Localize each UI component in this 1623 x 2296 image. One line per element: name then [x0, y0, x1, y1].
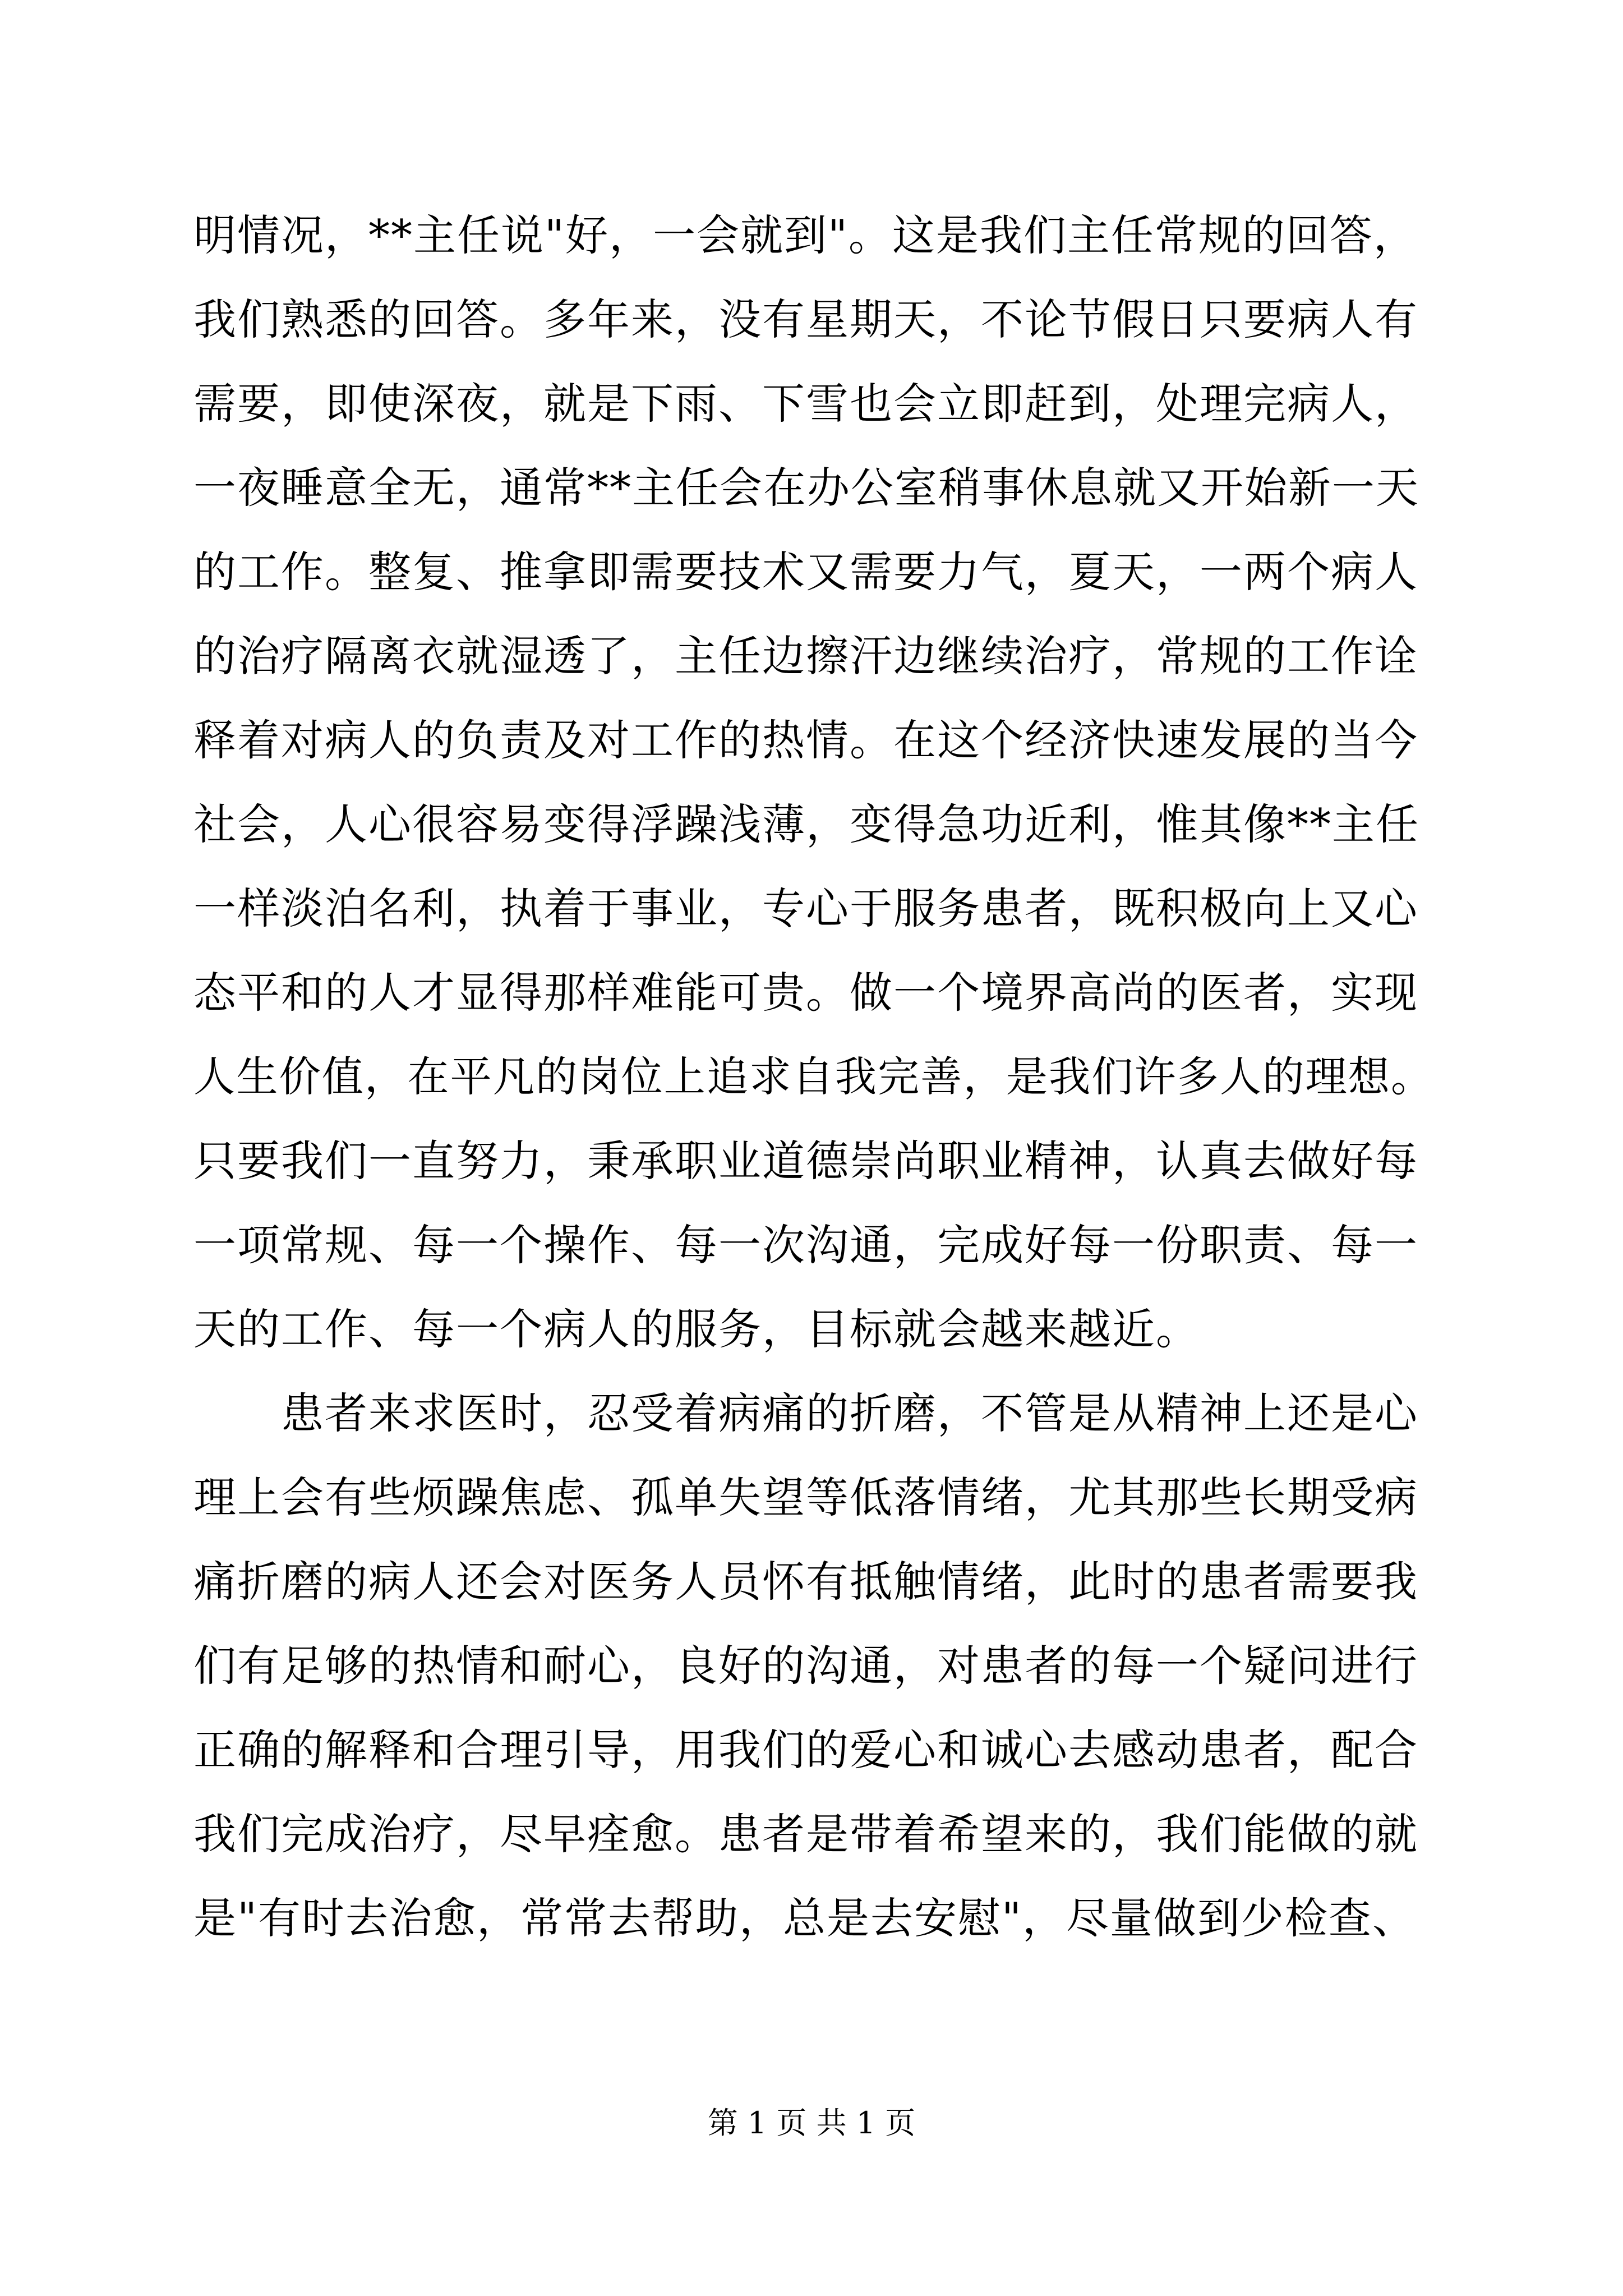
text-line: 的工作。整复、推拿即需要技术又需要力气，夏天，一两个病人	[193, 547, 1418, 597]
paragraph-start-line: 患者来求医时，忍受着病痛的折磨，不管是从精神上还是心	[193, 1388, 1418, 1438]
text-line: 态平和的人才显得那样难能可贵。做一个境界高尚的医者，实现	[193, 968, 1418, 1018]
text-line: 我们熟悉的回答。多年来，没有星期天，不论节假日只要病人有	[193, 295, 1418, 344]
text-line: 只要我们一直努力，秉承职业道德崇尚职业精神，认真去做好每	[193, 1136, 1418, 1186]
text-line: 释着对病人的负责及对工作的热情。在这个经济快速发展的当今	[193, 715, 1418, 765]
text-line: 正确的解释和合理引导，用我们的爱心和诚心去感动患者，配合	[193, 1725, 1418, 1775]
text-line: 的治疗隔离衣就湿透了，主任边擦汗边继续治疗，常规的工作诠	[193, 631, 1418, 681]
text-line: 理上会有些烦躁焦虑、孤单失望等低落情绪，尤其那些长期受病	[193, 1473, 1418, 1522]
text-line: 我们完成治疗，尽早痊愈。患者是带着希望来的，我们能做的就	[193, 1809, 1418, 1859]
text-line: 是"有时去治愈，常常去帮助，总是去安慰"，尽量做到少检查、	[193, 1893, 1416, 1943]
text-line: 一夜睡意全无，通常**主任会在办公室稍事休息就又开始新一天	[193, 463, 1419, 513]
text-line: 一样淡泊名利，执着于事业，专心于服务患者，既积极向上又心	[193, 884, 1418, 933]
text-line: 需要，即使深夜，就是下雨、下雪也会立即赶到，处理完病人，	[193, 379, 1418, 429]
text-line: 天的工作、每一个病人的服务，目标就会越来越近。	[193, 1304, 1200, 1354]
text-line: 人生价值，在平凡的岗位上追求自我完善，是我们许多人的理想。	[193, 1052, 1434, 1101]
page-footer: 第 1 页 共 1 页	[707, 2105, 916, 2141]
text-line: 痛折磨的病人还会对医务人员怀有抵触情绪，此时的患者需要我	[193, 1557, 1418, 1607]
text-line: 一项常规、每一个操作、每一次沟通，完成好每一份职责、每一	[193, 1220, 1418, 1270]
text-line: 社会，人心很容易变得浮躁浅薄，变得急功近利，惟其像**主任	[193, 799, 1419, 849]
text-line: 们有足够的热情和耐心，良好的沟通，对患者的每一个疑问进行	[193, 1641, 1418, 1691]
text-line: 明情况，**主任说"好，一会就到"。这是我们主任常规的回答，	[193, 210, 1417, 260]
